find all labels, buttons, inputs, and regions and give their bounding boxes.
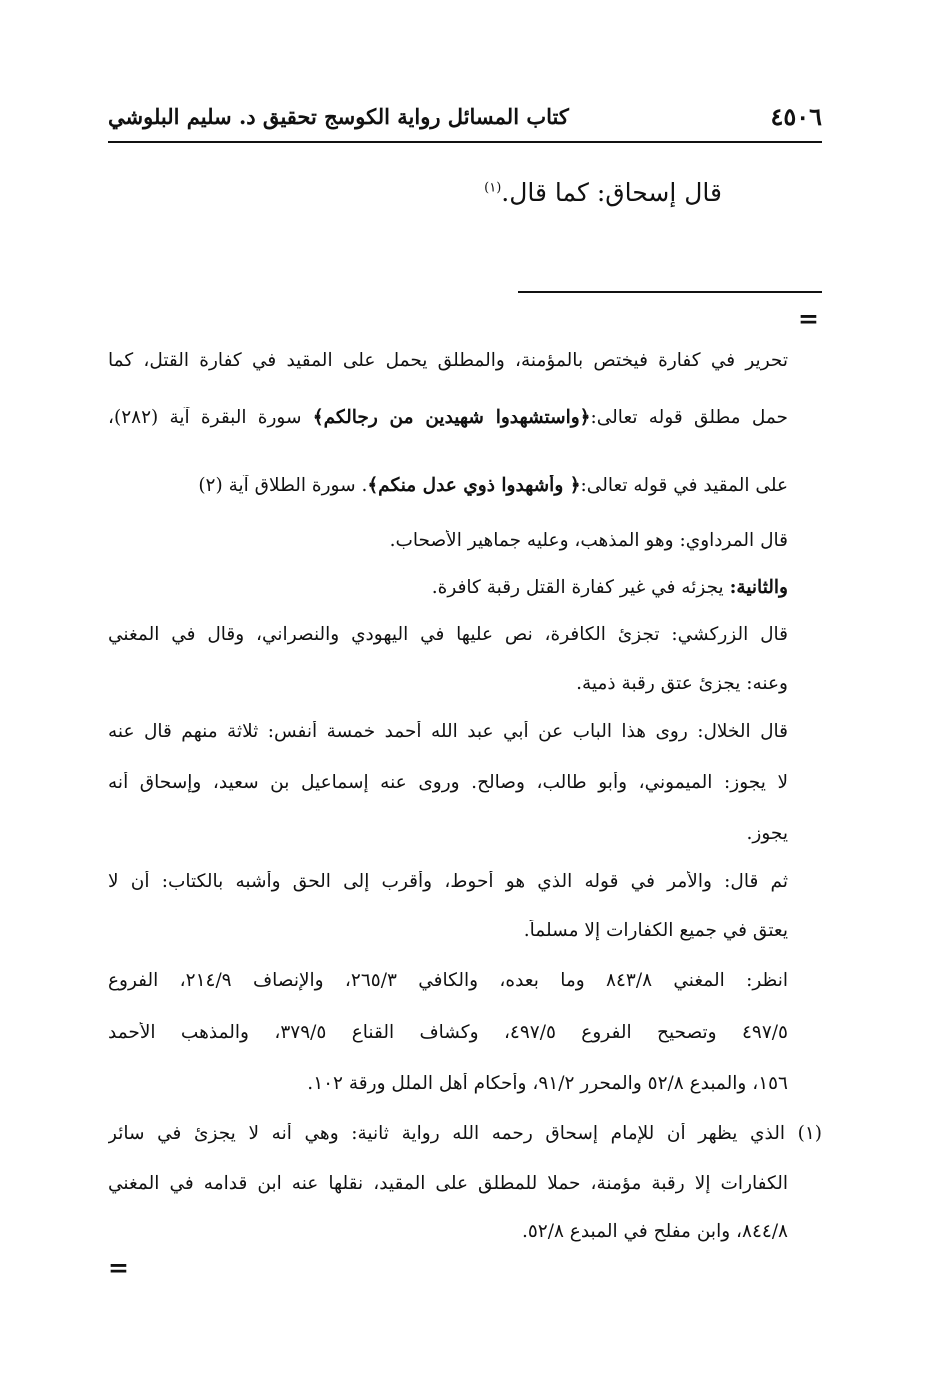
- footnote-line: يجوز.: [746, 823, 788, 844]
- footnote-ref: (١): [484, 180, 502, 196]
- main-text: [484, 178, 722, 207]
- running-title: كتاب المسائل رواية الكوسج تحقيق د. سليم البلوشي: [108, 103, 569, 129]
- footnote-line: ثم قال: والأمر في قوله الذي هو أحوط، وأقرب إلى الحق وأشبه بالكتاب: أن لا: [108, 871, 788, 892]
- footnote-1-line: الكفارات إلا رقبة مؤمنة، حملا للمطلق على المقيد، نقلها عنه ابن قدامه في المغني: [108, 1173, 788, 1194]
- footnote-separator: [518, 291, 822, 293]
- footnote-1-line: ٨٤٤/٨، وابن مفلح في المبدع ٥٢/٨.: [521, 1221, 788, 1242]
- footnote-line: [108, 407, 788, 428]
- header-rule: [108, 141, 822, 143]
- footnote-line: [108, 475, 788, 496]
- footnote-line: [108, 577, 788, 598]
- footnote-text-bold: والثانية:: [729, 577, 788, 598]
- footnote-line: يعتق في جميع الكفارات إلا مسلماً.: [523, 920, 788, 941]
- footnote-text: . سورة الطلاق آية (٢): [198, 475, 368, 496]
- footnote-line: قال الخلال: روى هذا الباب عن أبي عبد الله أحمد خمسة أنفس: ثلاثة منهم قال عنه: [108, 721, 788, 742]
- footnote-1-line: (١) الذي يظهر أن للإمام إسحاق رحمه الله رواية ثانية: وهي أنه لا يجزئ في سائر: [108, 1123, 822, 1144]
- footnote-line: تحرير في كفارة فيختص بالمؤمنة، والمطلق يحمل على المقيد في كفارة القتل، كما: [108, 350, 788, 371]
- footnote-line: ١٥٦، والمبدع ٥٢/٨ والمحرر ٩١/٢، وأحكام أهل الملل ورقة ١٠٢.: [307, 1073, 788, 1094]
- main-statement: قال إسحاق: كما قال.: [501, 178, 722, 207]
- footnote-line: لا يجوز: الميموني، وأبو طالب، وصالح. وروى عنه إسماعيل بن سعيد، وإسحاق أنه: [108, 772, 788, 793]
- footnote-text: يجزئه في غير كفارة القتل رقبة كافرة.: [431, 577, 724, 598]
- footnote-line: ٤٩٧/٥ وتصحيح الفروع ٤٩٧/٥، وكشاف القناع ٣٧٩/٥، والمذهب الأحمد: [108, 1022, 788, 1043]
- footnote-line: وعنه: يجزئ عتق رقبة ذمية.: [576, 673, 788, 694]
- footnote-text: حمل مطلق قوله تعالى:: [590, 407, 788, 428]
- footnote-line: قال المرداوي: وهو المذهب، وعليه جماهير الأصحاب.: [389, 530, 788, 551]
- page-header: [108, 96, 822, 136]
- quran-verse: ﴿ وأشهدوا ذوي عدل منكم﴾: [367, 475, 581, 496]
- continuation-mark-bottom: =: [108, 1253, 129, 1282]
- footnote-text: سورة البقرة آية (٢٨٢)،: [108, 407, 302, 428]
- footnote-text: على المقيد في قوله تعالى:: [580, 475, 788, 496]
- page-number: ٤٥٠٦: [770, 101, 822, 131]
- continuation-mark-top: =: [798, 304, 819, 333]
- quran-verse: ﴿واستشهدوا شهيدين من رجالكم﴾: [312, 407, 591, 428]
- footnote-line: قال الزركشي: تجزئ الكافرة، نص عليها في اليهودي والنصراني، وقال في المغني: [108, 624, 788, 645]
- footnote-line: انظر: المغني ٨٤٣/٨ وما بعده، والكافي ٢٦٥/٣، والإنصاف ٢١٤/٩، الفروع: [108, 970, 788, 991]
